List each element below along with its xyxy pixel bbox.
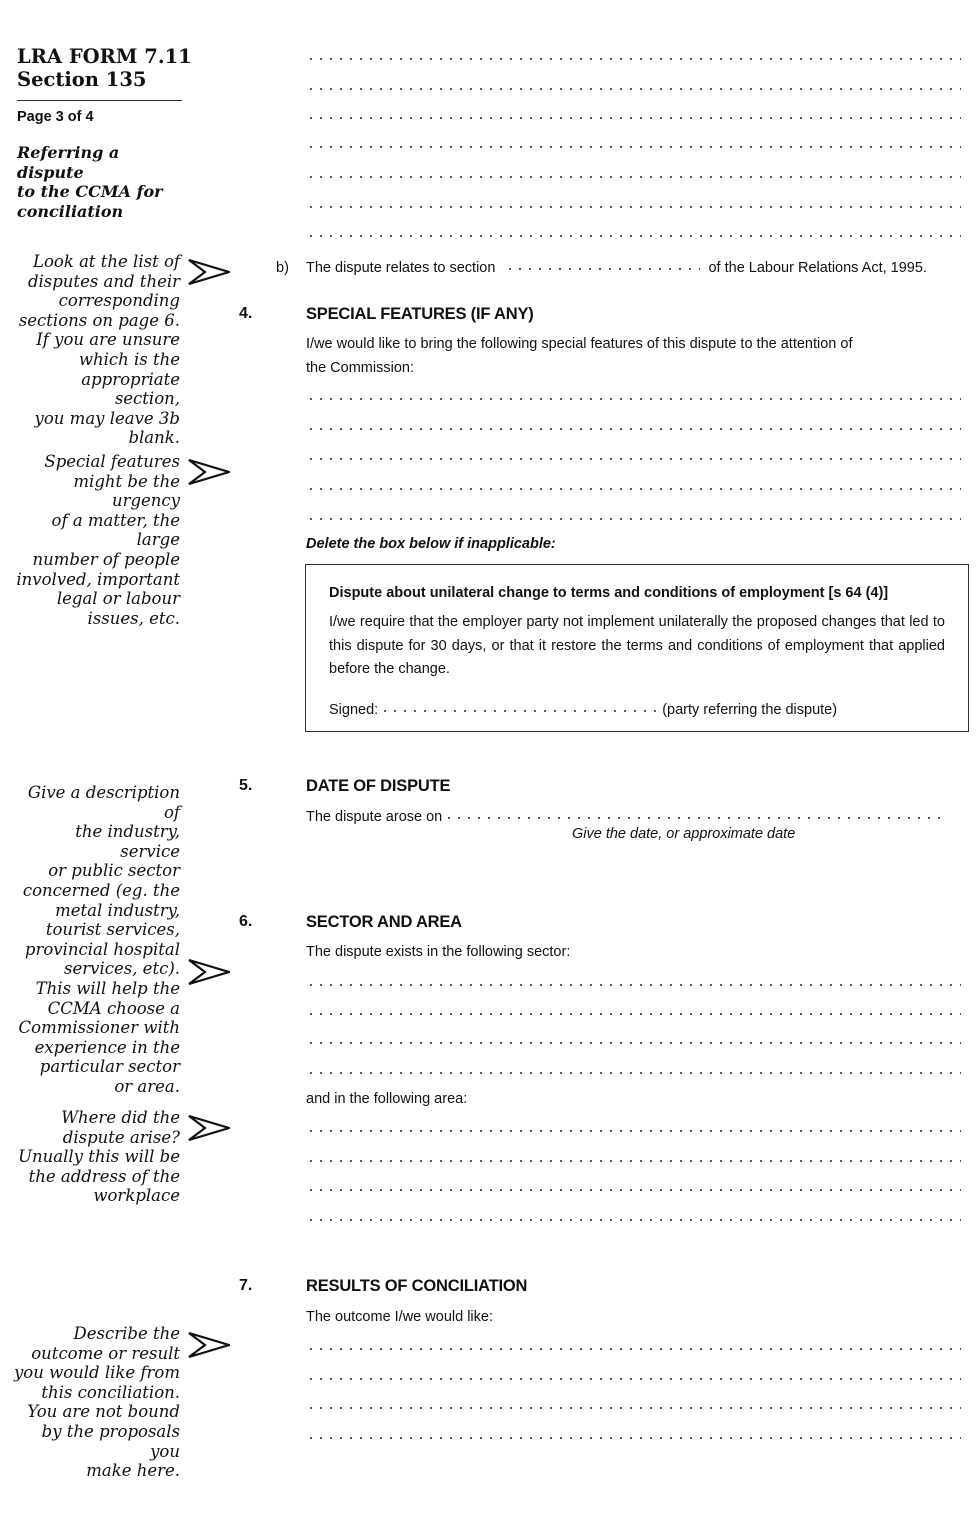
note-line: sections on page 6. (18, 310, 180, 330)
pointer-arrow-icon (188, 957, 230, 987)
note-line: services, etc). (64, 959, 180, 979)
note-line: concerned (eg. the (22, 880, 180, 900)
answer-line[interactable] (306, 86, 961, 92)
area-answer-line[interactable] (306, 1128, 961, 1134)
note-line: disputes and their (27, 271, 180, 291)
form-title-line2: Section 135 (17, 68, 147, 91)
section-4-number: 4. (239, 305, 253, 322)
date-label: The dispute arose on (306, 809, 443, 825)
subtitle-line1: Referring a dispute (17, 143, 120, 182)
sector-answer-line[interactable] (306, 1070, 961, 1076)
area-answer-line[interactable] (306, 1158, 961, 1164)
form-subtitle (17, 143, 187, 221)
note-line: workplace (93, 1186, 180, 1206)
note-line: number of people (32, 549, 180, 569)
note-line: You are not bound (27, 1402, 180, 1422)
note-line: the address of the (28, 1166, 180, 1186)
note-line: you may leave 3b (34, 408, 180, 428)
section-7-title: RESULTS OF CONCILIATION (306, 1277, 528, 1295)
answer-line[interactable] (306, 115, 961, 121)
sector-label: The dispute exists in the following sector: (306, 944, 571, 960)
note-line: particular sector (39, 1057, 180, 1077)
intro-line: I/we would like to bring the following special features of this dispute to the attention of (306, 336, 853, 352)
answer-line[interactable] (306, 204, 961, 210)
note-line: experience in the (34, 1037, 180, 1057)
box-heading: Dispute about unilateral change to terms and conditions of employment [s 64 (4)] (329, 585, 889, 601)
pointer-arrow-icon (188, 257, 230, 287)
note-line: appropriate section, (81, 369, 180, 409)
note-line: Special features (44, 452, 180, 471)
section-3b-suffix: of the Labour Relations Act, 1995. (708, 260, 927, 276)
section-7-number: 7. (239, 1277, 253, 1294)
date-field[interactable] (444, 815, 947, 821)
note-line: the industry, service (75, 822, 180, 861)
date-hint: Give the date, or approximate date (572, 826, 796, 842)
subtitle-line3: conciliation (17, 201, 124, 221)
section-5-title: DATE OF DISPUTE (306, 777, 451, 795)
note-line: corresponding (58, 291, 180, 311)
note-line: or public sector (48, 861, 180, 881)
note-line: Describe the (73, 1324, 180, 1343)
page-number: Page 3 of 4 (17, 109, 94, 125)
note-special-features (12, 452, 180, 628)
note-line: dispute arise? (62, 1127, 180, 1147)
note-line: which is the (78, 349, 180, 369)
box-text: I/we require that the employer party not implement unilaterally the proposed changes that led to this dispute for 30 days, or that it restore the terms and conditions of employment that applied before the change. (329, 614, 945, 678)
note-line: CCMA choose a (47, 998, 180, 1018)
outcome-answer-line[interactable] (306, 1376, 961, 1382)
note-line: make here. (86, 1461, 180, 1481)
answer-line[interactable] (306, 426, 961, 432)
note-line: by the proposals you (41, 1421, 180, 1461)
note-line: this conciliation. (41, 1382, 180, 1402)
outcome-answer-line[interactable] (306, 1346, 961, 1352)
signature-row (329, 702, 837, 718)
signed-suffix: (party referring the dispute) (662, 702, 838, 718)
answer-line[interactable] (306, 486, 961, 492)
delete-box-note: Delete the box below if inapplicable: (306, 536, 556, 552)
outcome-label: The outcome I/we would like: (306, 1309, 493, 1325)
section-4-title: SPECIAL FEATURES (IF ANY) (306, 305, 534, 323)
pointer-arrow-icon (188, 457, 230, 487)
sector-answer-line[interactable] (306, 1011, 961, 1017)
note-line: or area. (114, 1076, 180, 1096)
note-line: If you are unsure (36, 330, 180, 350)
note-line: involved, important (16, 569, 180, 589)
note-outcome-description (12, 1324, 180, 1481)
note-line: Unually this will be (18, 1147, 180, 1167)
section-5-number: 5. (239, 777, 253, 794)
note-line: legal or labour (56, 589, 180, 609)
note-line: might be the urgency (73, 471, 180, 511)
form-title-line1: LRA FORM 7.11 (17, 45, 192, 68)
section-3b-marker: b) (276, 260, 289, 276)
pointer-arrow-icon (188, 1113, 230, 1143)
note-line: of a matter, the large (51, 510, 180, 550)
note-line: provincial hospital (24, 939, 180, 959)
signed-label: Signed: (329, 702, 379, 718)
area-answer-line[interactable] (306, 1217, 961, 1223)
answer-line[interactable] (306, 396, 961, 402)
section-6-number: 6. (239, 913, 253, 930)
intro-line: the Commission: (306, 359, 414, 376)
note-line: outcome or result (31, 1343, 180, 1363)
pointer-arrow-icon (188, 1330, 230, 1360)
answer-line[interactable] (306, 516, 961, 522)
answer-line[interactable] (306, 56, 961, 62)
answer-line[interactable] (306, 233, 961, 239)
note-line: blank. (128, 428, 180, 448)
title-divider (17, 100, 182, 101)
note-line: Where did the (61, 1108, 180, 1127)
note-line: tourist services, (45, 920, 180, 940)
answer-line[interactable] (306, 174, 961, 180)
section-number-field[interactable] (505, 266, 700, 272)
note-area-description (12, 1108, 180, 1206)
note-line: Look at the list of (33, 252, 180, 271)
note-line: you would like from (13, 1363, 180, 1383)
section-3b-row (306, 257, 927, 281)
section-3b-text: The dispute relates to section (306, 260, 496, 276)
unilateral-change-box (305, 564, 969, 732)
answer-line[interactable] (306, 144, 961, 150)
section-6-title: SECTOR AND AREA (306, 913, 462, 931)
note-line: metal industry, (55, 900, 180, 920)
note-line: Give a description of (27, 783, 180, 822)
signature-field[interactable] (380, 708, 656, 714)
note-sector-description (12, 783, 180, 1097)
note-line: This will help the (35, 978, 180, 998)
section-4-intro (306, 333, 966, 380)
sector-answer-line[interactable] (306, 982, 961, 988)
note-section-help (12, 252, 180, 448)
outcome-answer-line[interactable] (306, 1405, 961, 1411)
note-line: Commissioner with (18, 1018, 180, 1038)
answer-line[interactable] (306, 456, 961, 462)
form-title (17, 45, 192, 91)
area-label: and in the following area: (306, 1091, 468, 1107)
outcome-answer-line[interactable] (306, 1435, 961, 1441)
area-answer-line[interactable] (306, 1187, 961, 1193)
sector-answer-line[interactable] (306, 1040, 961, 1046)
note-line: issues, etc. (87, 608, 180, 628)
subtitle-line2: to the CCMA for (17, 182, 163, 201)
